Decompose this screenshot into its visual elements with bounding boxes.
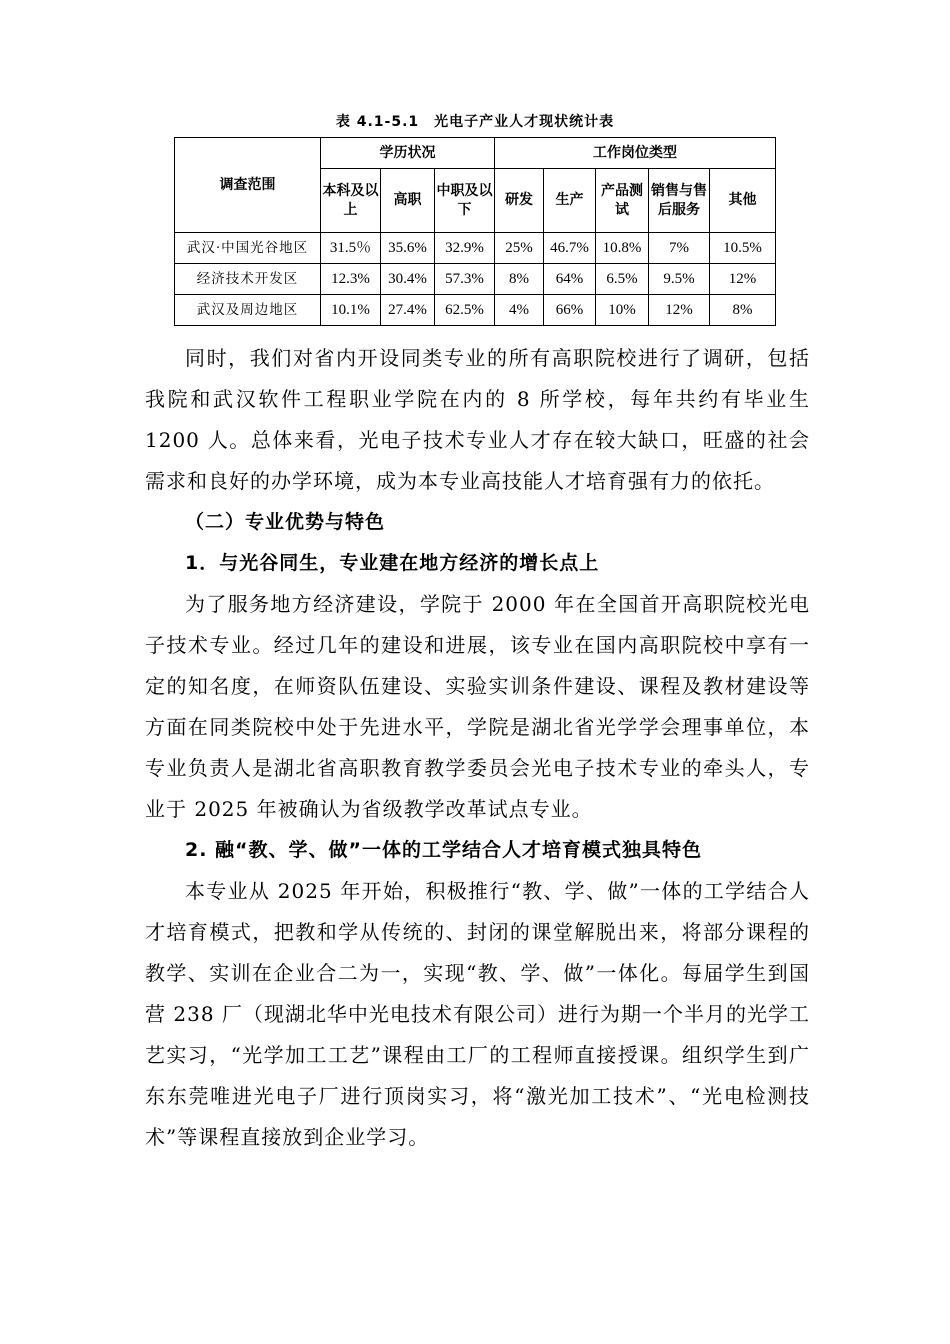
header-testing: 产品测试 — [596, 169, 649, 233]
body-text — [145, 338, 810, 1158]
cell-value: 57.3% — [435, 264, 495, 295]
cell-value: 46.7% — [544, 233, 596, 264]
cell-value: 66% — [544, 295, 596, 326]
cell-value: 9.5% — [649, 264, 710, 295]
table-row — [175, 264, 776, 295]
cell-value: 12.3% — [321, 264, 381, 295]
cell-value: 10.5% — [710, 233, 776, 264]
table-row — [175, 295, 776, 326]
paragraph-history: 为了服务地方经济建设，学院于 2000 年在全国首开高职院校光电子技术专业。经过几年的建设和进展，该专业在国内高职院校中享有一定的知名度，在师资队伍建设、实验实训条件建设、课程及教材建设等方面在同类院校中处于先进水平，学院是湖北省光学学会理事单位，本专业负责人是湖北省高职教育教学委员会光电子技术专业的牵头人，专业于 2025 年被确认为省级教学改革试点专业。 — [145, 592, 810, 821]
header-vocational: 高职 — [381, 169, 435, 233]
table-row — [175, 233, 776, 264]
cell-value: 7% — [649, 233, 710, 264]
header-other: 其他 — [710, 169, 776, 233]
cell-value: 12% — [649, 295, 710, 326]
cell-value: 10.1% — [321, 295, 381, 326]
cell-value: 25% — [495, 233, 544, 264]
table-caption: 表 4.1-5.1 光电子产业人才现状统计表 — [335, 114, 615, 130]
paragraph-model: 本专业从 2025 年开始，积极推行“教、学、做”一体的工学结合人才培育模式，把教和学从传统的、封闭的课堂解脱出来，将部分课程的教学、实训在企业合二为一，实现“教、学、做”一体化。每届学生到国营 238 厂（现湖北华中光电技术有限公司）进行为期一个半月的光学工艺实习，“光学加工工艺”课程由工厂的工程师直接授课。组织学生到广东东莞唯进光电子厂进行顶岗实习，将“激光加工技术”、“光电检测技术”等课程直接放到企业学习。 — [145, 879, 810, 1149]
header-bachelor: 本科及以上 — [321, 169, 381, 233]
cell-value: 35.6% — [381, 233, 435, 264]
talent-stats-table — [174, 137, 776, 326]
subheading-2: 2. 融“教、学、做”一体的工学结合人才培育模式独具特色 — [185, 839, 703, 861]
cell-value: 10.8% — [596, 233, 649, 264]
section-heading: （二）专业优势与特色 — [185, 511, 386, 533]
cell-value: 6.5% — [596, 264, 649, 295]
cell-value: 8% — [495, 264, 544, 295]
subheading-1: 1．与光谷同生，专业建在地方经济的增长点上 — [185, 552, 600, 574]
row-region: 武汉·中国光谷地区 — [175, 233, 321, 264]
row-region: 经济技术开发区 — [175, 264, 321, 295]
cell-value: 32.9% — [435, 233, 495, 264]
cell-value: 31.5％ — [321, 233, 381, 264]
header-sales: 销售与售后服务 — [649, 169, 710, 233]
header-scope: 调查范围 — [175, 138, 321, 233]
cell-value: 27.4% — [381, 295, 435, 326]
cell-value: 62.5% — [435, 295, 495, 326]
cell-value: 64% — [544, 264, 596, 295]
paragraph-survey: 同时，我们对省内开设同类专业的所有高职院校进行了调研，包括我院和武汉软件工程职业学院在内的 8 所学校，每年共约有毕业生 1200 人。总体来看，光电子技术专业人才存在较大缺口，旺盛的社会需求和良好的办学环境，成为本专业高技能人才培育强有力的依托。 — [145, 346, 810, 493]
header-secondary: 中职及以下 — [435, 169, 495, 233]
header-education-group: 学历状况 — [321, 138, 495, 169]
cell-value: 12% — [710, 264, 776, 295]
header-position-group: 工作岗位类型 — [495, 138, 776, 169]
row-region: 武汉及周边地区 — [175, 295, 321, 326]
header-production: 生产 — [544, 169, 596, 233]
header-rd: 研发 — [495, 169, 544, 233]
cell-value: 10% — [596, 295, 649, 326]
cell-value: 30.4% — [381, 264, 435, 295]
cell-value: 8% — [710, 295, 776, 326]
cell-value: 4% — [495, 295, 544, 326]
